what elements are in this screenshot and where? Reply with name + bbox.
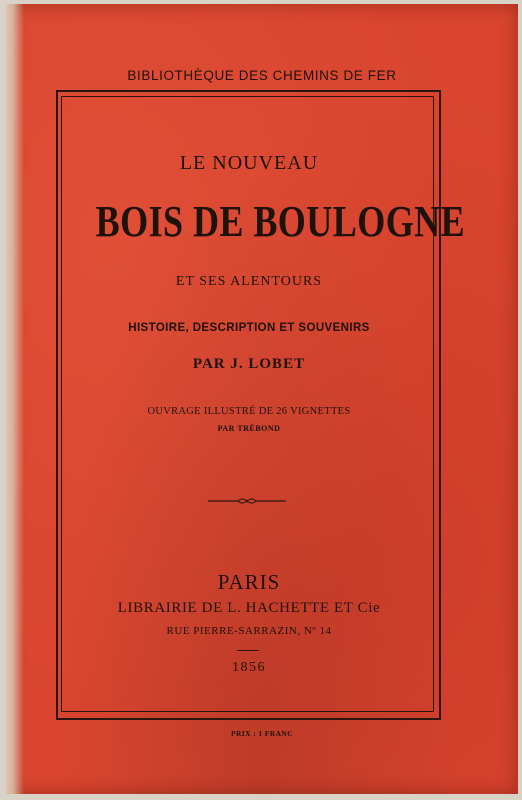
title-line-3: ET SES ALENTOURS: [175, 274, 323, 289]
illustrator: PAR TRÉBOND: [217, 424, 281, 433]
title-line-1: LE NOUVEAU: [179, 152, 319, 174]
subtitle: HISTOIRE, DESCRIPTION ET SOUVENIRS: [128, 322, 370, 334]
publisher: LIBRAIRIE DE L. HACHETTE ET Cie: [117, 600, 381, 616]
author: PAR J. LOBET: [192, 356, 306, 372]
book-cover: [6, 4, 518, 794]
year: 1856: [232, 660, 266, 675]
short-rule: [237, 650, 259, 651]
spine-wear: [6, 4, 24, 794]
main-title: BOIS DE BOULOGNE: [95, 197, 466, 246]
illustration-note: OUVRAGE ILLUSTRÉ DE 26 VIGNETTES: [147, 406, 351, 417]
city: PARIS: [217, 570, 281, 594]
border-frame-inner: [61, 96, 466, 712]
address: RUE PIERRE-SARRAZIN, Nº 14: [166, 625, 332, 637]
series-title: BIBLIOTHÈQUE DES CHEMINS DE FER: [127, 68, 397, 83]
ornament-divider: [206, 496, 288, 506]
price: PRIX : 1 FRANC: [230, 729, 294, 738]
